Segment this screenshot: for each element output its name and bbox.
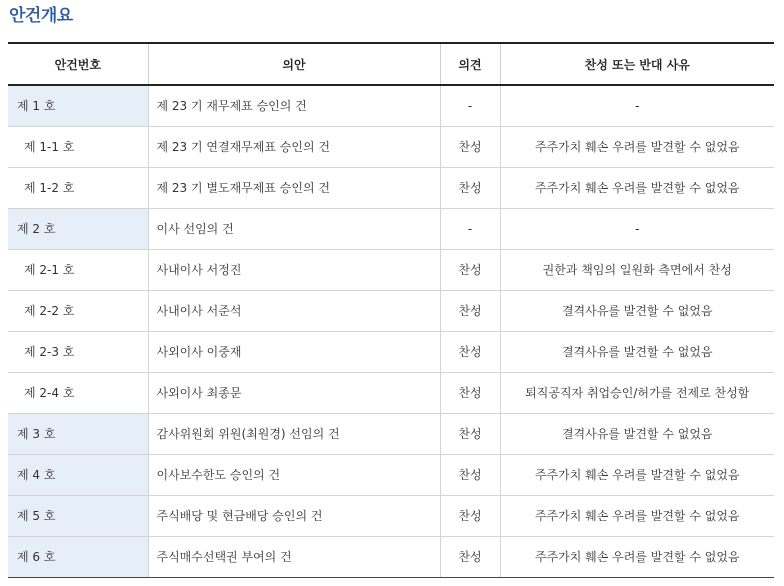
header-agenda-item: 의안 xyxy=(148,43,440,85)
opinion-cell: 찬성 xyxy=(440,290,500,331)
agenda-item-cell: 제 23 기 연결재무제표 승인의 건 xyxy=(148,126,440,167)
agenda-item-cell: 사외이사 최종문 xyxy=(148,372,440,413)
reason-cell: 퇴직공직자 취업승인/허가를 전제로 찬성함 xyxy=(500,372,774,413)
reason-cell: 권한과 책임의 일원화 측면에서 찬성 xyxy=(500,249,774,290)
header-reason: 찬성 또는 반대 사유 xyxy=(500,43,774,85)
opinion-cell: 찬성 xyxy=(440,167,500,208)
agenda-item-cell: 주식매수선택권 부여의 건 xyxy=(148,536,440,577)
agenda-number-cell: 제 3 호 xyxy=(8,413,148,454)
agenda-item-cell: 감사위원회 위원(최원경) 선임의 건 xyxy=(148,413,440,454)
agenda-item-cell: 이사 선임의 건 xyxy=(148,208,440,249)
opinion-cell: 찬성 xyxy=(440,536,500,577)
agenda-number-cell: 제 2-2 호 xyxy=(8,290,148,331)
reason-cell: - xyxy=(500,208,774,249)
agenda-number-cell: 제 1-2 호 xyxy=(8,167,148,208)
table-row xyxy=(8,372,774,413)
agenda-number-cell: 제 2-3 호 xyxy=(8,331,148,372)
agenda-number-cell: 제 2-4 호 xyxy=(8,372,148,413)
reason-cell: 주주가치 훼손 우려를 발견할 수 없었음 xyxy=(500,126,774,167)
agenda-number-cell: 제 5 호 xyxy=(8,495,148,536)
agenda-number-cell: 제 4 호 xyxy=(8,454,148,495)
table-row xyxy=(8,331,774,372)
table-header-row xyxy=(8,43,774,85)
opinion-cell: - xyxy=(440,208,500,249)
opinion-cell: 찬성 xyxy=(440,454,500,495)
agenda-item-cell: 사외이사 이중재 xyxy=(148,331,440,372)
agenda-item-cell: 이사보수한도 승인의 건 xyxy=(148,454,440,495)
reason-cell: 주주가치 훼손 우려를 발견할 수 없었음 xyxy=(500,454,774,495)
page-title: 안건개요 xyxy=(9,6,73,26)
table-row xyxy=(8,454,774,495)
reason-cell: 주주가치 훼손 우려를 발견할 수 없었음 xyxy=(500,167,774,208)
table-row xyxy=(8,249,774,290)
table-row xyxy=(8,167,774,208)
table-row xyxy=(8,290,774,331)
agenda-item-cell: 제 23 기 재무제표 승인의 건 xyxy=(148,85,440,126)
opinion-cell: - xyxy=(440,85,500,126)
table-row xyxy=(8,495,774,536)
opinion-cell: 찬성 xyxy=(440,372,500,413)
agenda-number-cell: 제 2-1 호 xyxy=(8,249,148,290)
reason-cell: 주주가치 훼손 우려를 발견할 수 없었음 xyxy=(500,536,774,577)
agenda-item-cell: 주식배당 및 현금배당 승인의 건 xyxy=(148,495,440,536)
opinion-cell: 찬성 xyxy=(440,495,500,536)
table-row xyxy=(8,208,774,249)
table-row xyxy=(8,126,774,167)
reason-cell: 결격사유를 발견할 수 없었음 xyxy=(500,413,774,454)
reason-cell: 주주가치 훼손 우려를 발견할 수 없었음 xyxy=(500,495,774,536)
agenda-number-cell: 제 2 호 xyxy=(8,208,148,249)
agenda-item-cell: 제 23 기 별도재무제표 승인의 건 xyxy=(148,167,440,208)
agenda-item-cell: 사내이사 서정진 xyxy=(148,249,440,290)
reason-cell: 결격사유를 발견할 수 없었음 xyxy=(500,331,774,372)
table-row xyxy=(8,413,774,454)
agenda-number-cell: 제 1-1 호 xyxy=(8,126,148,167)
agenda-item-cell: 사내이사 서준석 xyxy=(148,290,440,331)
agenda-table xyxy=(8,42,774,578)
header-opinion: 의견 xyxy=(440,43,500,85)
reason-cell: 결격사유를 발견할 수 없었음 xyxy=(500,290,774,331)
opinion-cell: 찬성 xyxy=(440,331,500,372)
agenda-number-cell: 제 6 호 xyxy=(8,536,148,577)
agenda-number-cell: 제 1 호 xyxy=(8,85,148,126)
opinion-cell: 찬성 xyxy=(440,126,500,167)
reason-cell: - xyxy=(500,85,774,126)
table-row xyxy=(8,536,774,577)
header-agenda-number: 안건번호 xyxy=(8,43,148,85)
opinion-cell: 찬성 xyxy=(440,249,500,290)
opinion-cell: 찬성 xyxy=(440,413,500,454)
table-row xyxy=(8,85,774,126)
